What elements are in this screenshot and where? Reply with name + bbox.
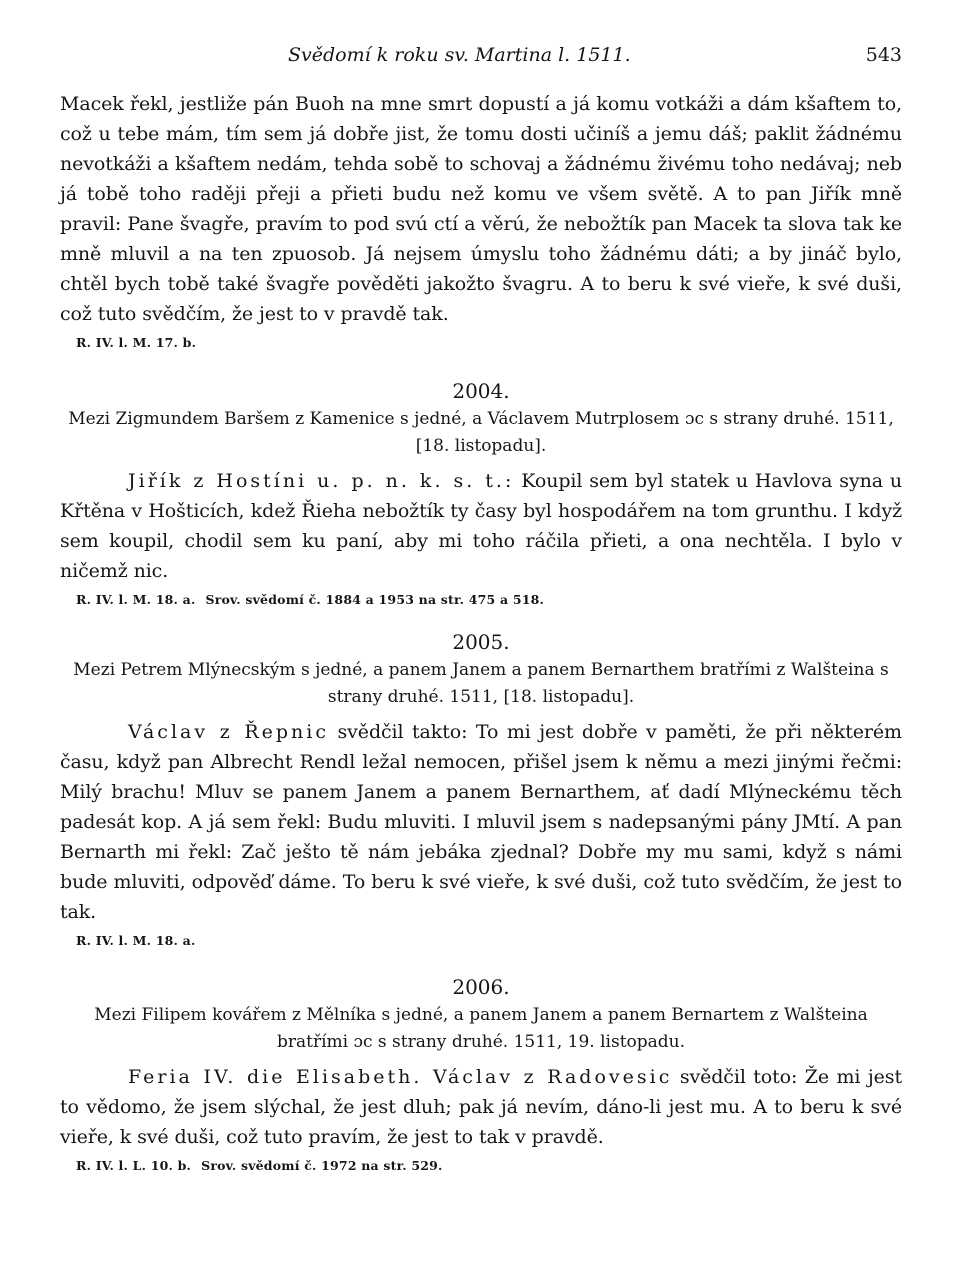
testimony-text: svědčil toto: Že mi jest to vědomo, že jsem slýchal, že jest dluh; pak já nevím, dáno-li jest mu. A to beru k své vieře, k své duši, což tuto pravím, že jest to tak v pravdě.: [60, 1066, 902, 1148]
page-number: 543: [865, 44, 902, 66]
entry-2006: [60, 972, 902, 1177]
entry-title: Mezi Petrem Mlýnecským s jedné, a panem Janem a panem Bernarthem bratřími z Walšteina s strany druhé. 1511, [18. listopadu].: [73, 660, 889, 707]
cross-reference: Srov. svědomí č. 1884 a 1953 na str. 475 a 518.: [205, 592, 545, 607]
entry-testimony: [60, 717, 902, 927]
intro-source-ref: [60, 332, 902, 354]
entry-source-ref: [60, 589, 902, 611]
entry-source-ref: [60, 1155, 902, 1177]
entry-number: 2004.: [452, 379, 510, 403]
source-ref-text: R. IV. l. M. 18. a.: [76, 933, 196, 948]
page-body: [60, 89, 902, 1177]
entry-title: Mezi Zigmundem Baršem z Kamenice s jedné, a Václavem Mutrplosem ɔc s strany druhé. 1511, [18. listopadu].: [68, 409, 894, 456]
witness-name: Jiřík z Hostíni u. p. n. k. s. t.:: [128, 470, 515, 492]
witness-name: Václav z Řepnic: [128, 721, 329, 743]
entry-testimony: [60, 1062, 902, 1152]
entry-title: Mezi Filipem kovářem z Mělníka s jedné, a panem Janem a panem Bernartem z Walšteina bratřími ɔc s strany druhé. 1511, 19. listopadu.: [94, 1005, 868, 1052]
entry-number: 2005.: [452, 630, 510, 654]
source-ref-text: R. IV. l. M. 18. a.: [76, 592, 196, 607]
source-ref-text: R. IV. l. M. 17. b.: [76, 335, 197, 350]
witness-name: Feria IV. die Elisabeth. Václav z Radovesic: [128, 1066, 673, 1088]
source-ref-text: R. IV. l. L. 10. b.: [76, 1158, 192, 1173]
testimony-text: Koupil sem byl statek u Havlova syna u Křtěna v Hošticích, kdež Řieha nebožtík ty časy byl hospodářem na tom grunthu. I když sem koupil, chodil sem ku paní, aby mi toho ráčila přieti, a ona nechtěla. I bylo v ničemž nic.: [60, 470, 902, 582]
testimony-text: svědčil takto: To mi jest dobře v paměti, že při některém času, když pan Albrecht Rendl ležal nemocen, přišel jsem k němu a mezi jinými řečmi: Milý brachu! Mluv se panem Janem a panem Bernarthem, ať dadí Mlýneckému těch padesát kop. A já sem řekl: Budu mluviti. I mluvil jsem s nadepsanými pány JMtí. A pan Bernarth mi řekl: Zač ješto tě nám jebáka zjednal? Dobře my mu sami, když s námi bude mluviti, odpověď dáme. To beru k své vieře, k své duši, což tuto svědčím, že jest to tak.: [60, 721, 902, 923]
entry-2004: [60, 376, 902, 611]
running-title: Svědomí k roku sv. Martina l. 1511.: [288, 44, 631, 66]
entry-number: 2006.: [452, 975, 510, 999]
cross-reference: Srov. svědomí č. 1972 na str. 529.: [201, 1158, 443, 1173]
entry-testimony: [60, 466, 902, 586]
page-header: [60, 40, 902, 70]
intro-paragraph: Macek řekl, jestliže pán Buoh na mne smrt dopustí a já komu votkáži a dám kšaftem to, což u tebe mám, tím sem já dobře jist, že tomu dosti učiníš a jemu dáš; paklit žádnému nevotkáži a kšaftem nedám, tehda sobě to schovaj a žádnému živému toho nedávaj; neb já tobě toho raději přeji a přieti budu než komu ve všem světě. A to pan Jiřík mně pravil: Pane švagře, pravím to pod svú ctí a věrú, že nebožtík pan Macek ta slova tak ke mně mluvil a na ten zpuosob. Já nejsem úmyslu toho žádnému dáti; a by jináč bylo, chtěl bych tobě také švagře pověděti jakožto švagru. A to beru k své vieře, k své duši, což tuto svědčím, že jest to v pravdě tak.: [60, 93, 902, 325]
entry-source-ref: [60, 930, 902, 952]
entry-2005: [60, 627, 902, 952]
